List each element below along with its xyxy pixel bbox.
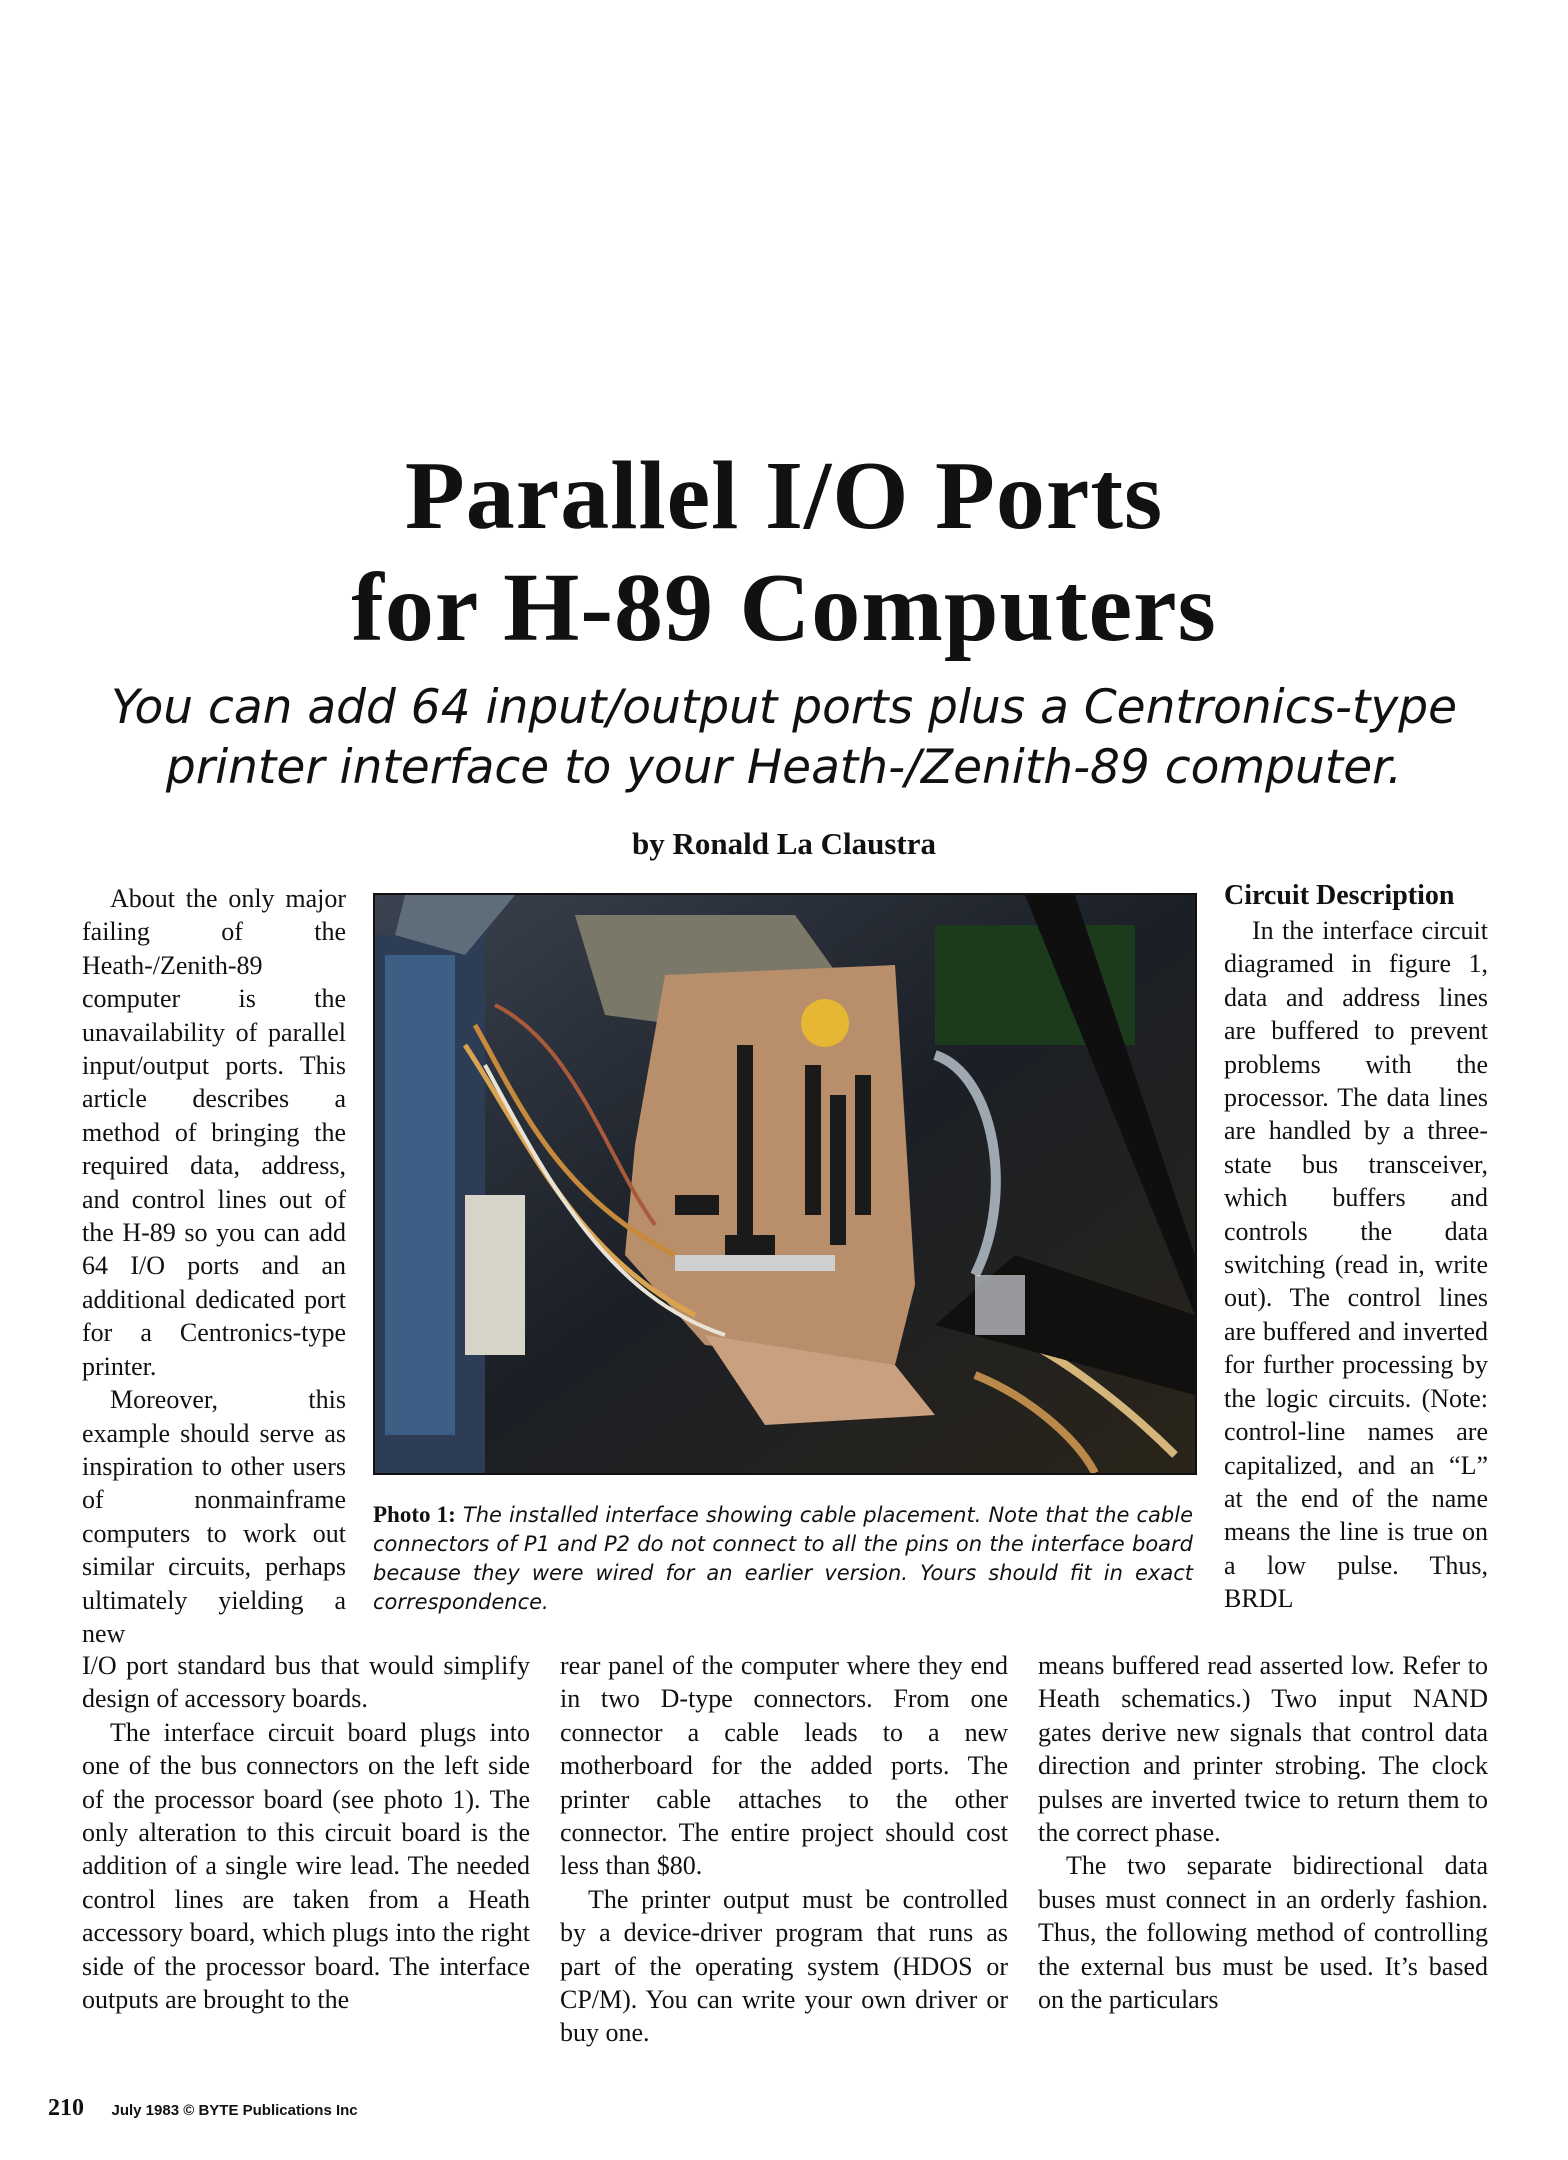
paragraph: About the only major failing of the Heath-/Zenith-89 computer is the unavailability of parallel input/output ports. This article describes a method of bringing the required data, address, and control lines out of the H-89 so you can add 64 I/O ports and an additional dedicated port for a Centronics-type printer. [82,884,346,1381]
paragraph: Moreover, this example should serve as inspiration to other users of nonmainframe computers to work out similar circuits, perhaps ultimately yielding a new [82,1385,346,1648]
page-number: 210 [48,2095,84,2121]
paragraph: The interface circuit board plugs into one of the bus connectors on the left side of the processor board (see photo 1). The only alteration to this circuit board is the addition of a single wire lead. The needed control lines are taken from a Heath accessory board, which plugs into the right side of the processor board. The interface outputs are brought to the [82,1717,530,2015]
section-heading: Circuit Description [1224,880,1455,911]
caption-text: The installed interface showing cable placement. Note that the cable connectors of P1 and P2 do not connect to all the pins on the interface board because they were wired for an earlier version. Yours should fit in exact correspondence. [373,1503,1193,1614]
middle-column [560,1649,1008,2050]
paragraph: The printer output must be controlled by a device-driver program that runs as part of the operating system (HDOS or CP/M). You can write your own driver or buy one. [560,1884,1008,2048]
photo-1 [373,893,1197,1475]
paragraph: In the interface circuit diagramed in figure 1, data and address lines are buffered to prevent problems with the processor. The data lines are handled by a three-state bus transceiver, which buffers and controls the data switching (read in, write out). The control lines are buffered and inverted for further processing by the logic circuits. (Note: control-line names are capitalized, and an “L” at the end of the name means the line is true on a low pulse. Thus, BRDL [1224,916,1488,1614]
paragraph: means buffered read asserted low. Refer to Heath schematics.) Two input NAND gates derive new signals that control data direction and printer strobing. The clock pulses are inverted twice to return them to the correct phase. [1038,1651,1488,1848]
photo-caption [373,1500,1193,1617]
left-column-bottom [82,1649,530,2016]
page-footer [48,2095,358,2124]
title-line-1: Parallel I/O Ports [404,442,1164,550]
article-title [0,440,1568,664]
subtitle-line-2: printer interface to your Heath-/Zenith-89 computer. [165,740,1403,795]
left-column-top [82,882,346,1650]
paragraph: I/O port standard bus that would simplify design of accessory boards. [82,1651,530,1714]
paragraph: rear panel of the computer where they end in two D-type connectors. From one connector a cable leads to a new motherboard for the added ports. The printer cable attaches to the other connector. The entire project should cost less than $80. [560,1651,1008,1881]
footer-source: July 1983 © BYTE Publications Inc [111,2102,358,2119]
subtitle-line-1: You can add 64 input/output ports plus a Centronics-type [110,680,1458,735]
circuit-board-photo [375,895,1195,1473]
title-line-2: for H-89 Computers [351,554,1217,662]
byline: by Ronald La Claustra [631,826,937,861]
caption-label: Photo 1: [373,1502,456,1527]
right-column-top [1224,878,1488,1616]
right-column-bottom [1038,1649,1488,2016]
paragraph: The two separate bidirectional data buses must connect in an orderly fashion. Thus, the following method of controlling the external bus must be used. It’s based on the particulars [1038,1851,1488,2015]
article-subtitle [0,678,1568,798]
